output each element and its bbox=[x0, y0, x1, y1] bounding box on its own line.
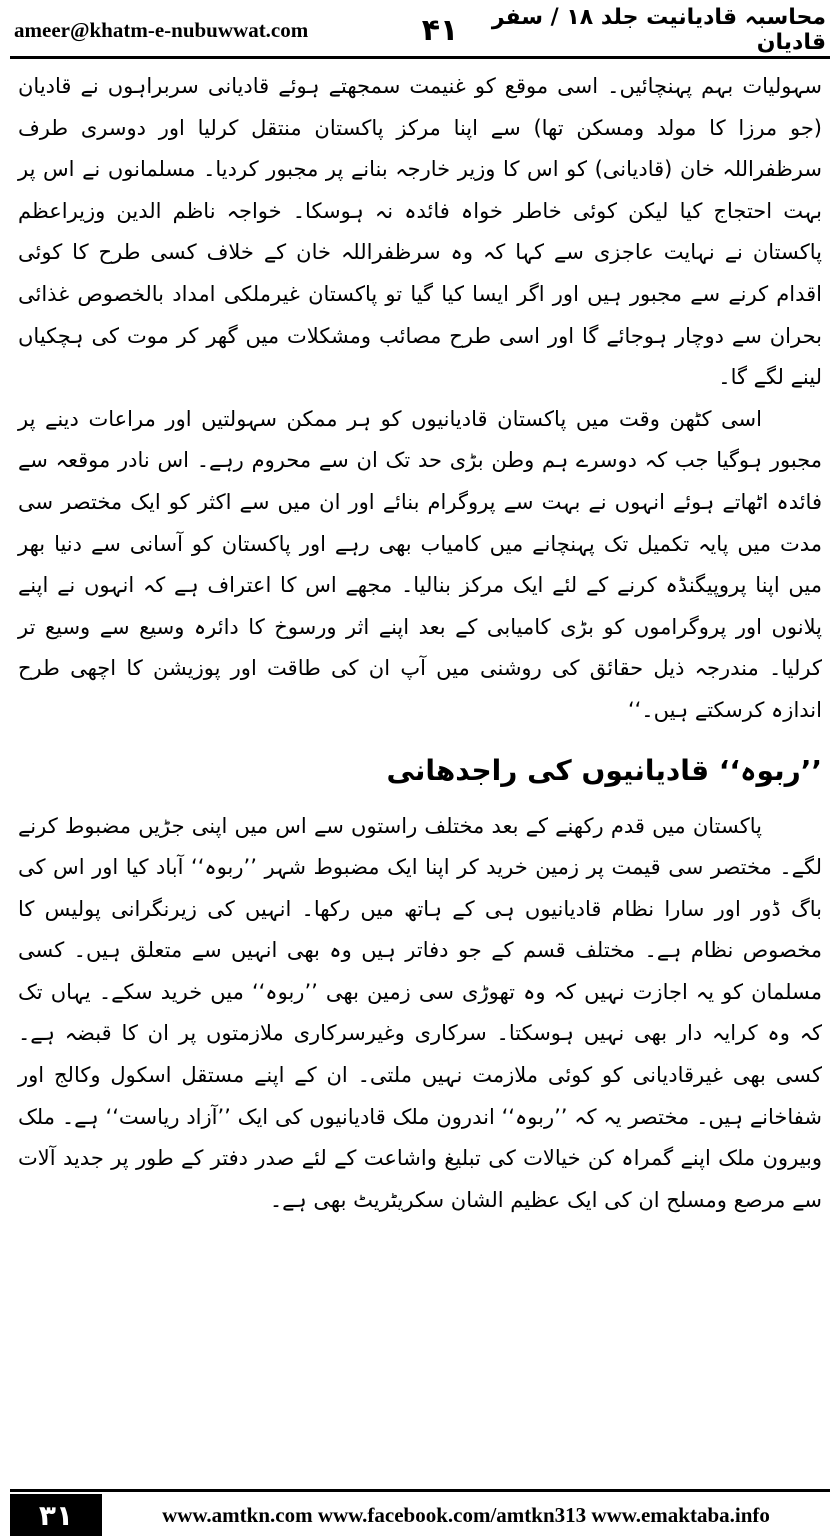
page-footer bbox=[10, 1494, 830, 1536]
footer-links: www.amtkn.com www.facebook.com/amtkn313 www.emaktaba.info bbox=[162, 1502, 770, 1527]
header-email: ameer@khatm-e-nubuwwat.com bbox=[14, 17, 309, 42]
page-body bbox=[18, 66, 822, 1221]
section-paragraph: پاکستان میں قدم رکھنے کے بعد مختلف راستوں سے اس میں اپنی جڑیں مضبوط کرنے لگے۔ مختصر سی قیمت پر زمین خرید کر اپنا ایک مضبوط شہر ’’ربوہ‘‘ آباد کیا اور اس کی باگ ڈور اور سارا نظام قادیانیوں ہی کے ہاتھ میں رکھا۔ انہیں کی زیرنگرانی پولیس کا مخصوص نظام ہے۔ مختلف قسم کے جو دفاتر ہیں وہ بھی انہیں سے متعلق ہیں۔ کسی مسلمان کو یہ اجازت نہیں کہ وہ تھوڑی سی زمین بھی ’’ربوہ‘‘ میں خرید سکے۔ یہاں تک کہ وہ کرایہ دار بھی نہیں ہوسکتا۔ سرکاری وغیرسرکاری ملازمتوں پر ان کا قبضہ ہے۔ کسی بھی غیرقادیانی کو کوئی ملازمت نہیں ملتی۔ ان کے اپنے مستقل اسکول وکالج اور شفاخانے ہیں۔ مختصر یہ کہ ’’ربوہ‘‘ اندرون ملک قادیانیوں کی ایک ’’آزاد ریاست‘‘ ہے۔ ملک وبیرون ملک اپنے گمراہ کن خیالات کی تبلیغ واشاعت کے لئے صدر دفتر کے طور پر جدید آلات سے مرصع ومسلح ان کی ایک عظیم الشان سکریٹریٹ بھی ہے۔ bbox=[18, 813, 822, 1212]
header-divider bbox=[10, 56, 830, 59]
paragraph-1: سہولیات بہم پہنچائیں۔ اسی موقع کو غنیمت سمجھتے ہوئے قادیانی سربراہوں نے قادیان (جو مرزا کا مولد ومسکن تھا) سے اپنا مرکز پاکستان منتقل کرلیا اور دوسری طرف سرظفراللہ خان (قادیانی) کو اس کا وزیر خارجہ بنانے پر مجبور کردیا۔ مسلمانوں نے اس پر بہت احتجاج کیا لیکن کوئی خاطر خواہ فائدہ نہ ہوسکا۔ خواجہ ناظم الدین وزیراعظم پاکستان نے نہایت عاجزی سے کہا کہ وہ سرظفراللہ خان کے خلاف کسی طرح کا کوئی اقدام کرنے سے مجبور ہیں اور اگر ایسا کیا گیا تو پاکستان غیرملکی امداد بالخصوص غذائی بحران سے دوچار ہوجائے گا اور اسی طرح مصائب ومشکلات میں گھر کر موت کی ہچکیاں لینے لگے گا۔ bbox=[18, 74, 822, 390]
paragraph-2: اسی کٹھن وقت میں پاکستان قادیانیوں کو ہر ممکن سہولتیں اور مراعات دینے پر مجبور ہوگیا جب کہ دوسرے ہم وطن بڑی حد تک ان سے محروم رہے۔ اس نادر موقعہ سے فائدہ اٹھاتے ہوئے انہوں نے بہت سے پروگرام بنائے اور ان میں سے اکثر کو ایک مختصر سی مدت میں پایہ تکمیل تک پہنچانے میں کامیاب بھی رہے اور پاکستان کو آسانی سے دنیا بھر میں اپنا پروپیگنڈہ کرنے کے لئے ایک مرکز بنالیا۔ مجھے اس کا اعتراف ہے کہ انہوں نے اپنے پلانوں اور پروگراموں کو بڑی کامیابی کے بعد اپنے اثر ورسوخ کا دائرہ وسیع سے وسیع تر کرلیا۔ مندرجہ ذیل حقائق کی روشنی میں آپ ان کی طاقت اور پوزیشن کا اچھی طرح اندازہ کرسکتے ہیں۔‘‘ bbox=[18, 406, 822, 722]
footer-page-number: ۳۱ bbox=[10, 1494, 102, 1536]
page-header bbox=[14, 6, 826, 54]
section-heading: ’’ربوہ‘‘ قادیانیوں کی راجدھانی bbox=[386, 753, 822, 787]
header-page-number: ۴۱ bbox=[421, 12, 459, 48]
header-book-title: محاسبہ قادیانیت جلد ۱۸ / سفر قادیان bbox=[491, 5, 826, 55]
footer-divider bbox=[10, 1489, 830, 1492]
